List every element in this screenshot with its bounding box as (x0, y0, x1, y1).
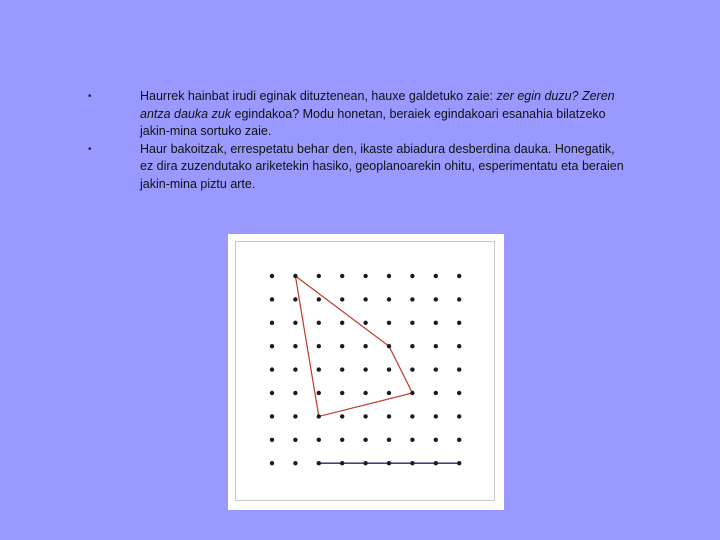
geoboard-peg (457, 297, 461, 301)
geoboard-peg (270, 344, 274, 348)
geoboard-peg (457, 461, 461, 465)
geoboard-peg (293, 297, 297, 301)
bullet-text-2 (140, 142, 624, 191)
geoboard-peg (317, 344, 321, 348)
geoboard-peg (457, 414, 461, 418)
geoboard-peg (363, 461, 367, 465)
geoboard-peg (410, 367, 414, 371)
geoboard-peg (340, 461, 344, 465)
geoboard-peg (270, 391, 274, 395)
geoboard-peg (340, 321, 344, 325)
geoboard-peg (363, 391, 367, 395)
geoboard-peg (340, 391, 344, 395)
geoboard-peg (410, 438, 414, 442)
geoboard-peg (457, 344, 461, 348)
geoboard-peg (293, 321, 297, 325)
geoboard-peg (387, 438, 391, 442)
geoboard-peg (457, 321, 461, 325)
geoboard-peg (410, 274, 414, 278)
geoboard-peg (434, 461, 438, 465)
geoboard-peg (340, 274, 344, 278)
bullet-list (88, 88, 628, 193)
geoboard-peg (434, 297, 438, 301)
geoboard-peg (340, 297, 344, 301)
geoboard-peg (434, 438, 438, 442)
geoboard-peg (293, 414, 297, 418)
geoboard-peg (363, 414, 367, 418)
geoboard-peg (387, 461, 391, 465)
geoboard-figure (228, 234, 504, 510)
bullet-marker: • (88, 143, 92, 155)
geoboard-peg (410, 321, 414, 325)
bullet-marker: • (88, 91, 92, 102)
geoboard-peg (387, 321, 391, 325)
geoboard-peg (434, 321, 438, 325)
geoboard-peg (457, 391, 461, 395)
geoboard-peg (434, 391, 438, 395)
geoboard-peg (363, 321, 367, 325)
geoboard-peg (363, 297, 367, 301)
geoboard-peg (340, 438, 344, 442)
bullet-item-2 (88, 141, 628, 194)
geoboard-peg (410, 414, 414, 418)
geoboard-peg (317, 367, 321, 371)
geoboard-polygon (295, 276, 412, 416)
geoboard-peg (457, 274, 461, 278)
geoboard-peg (317, 438, 321, 442)
geoboard-peg (270, 321, 274, 325)
geoboard-peg (293, 438, 297, 442)
geoboard-peg (270, 274, 274, 278)
bullet-text-run: egindakoa? Modu honetan, beraiek egindakoari esanahia bilatzeko jakin-mina sortuko zaie. (140, 106, 606, 138)
geoboard-peg (270, 461, 274, 465)
geoboard-peg (317, 297, 321, 301)
geoboard-peg (270, 414, 274, 418)
bullet-text-italic-run: zer egin duzu? Zeren antza dauka zuk (140, 89, 615, 121)
geoboard-peg (317, 274, 321, 278)
geoboard-peg (387, 391, 391, 395)
geoboard-peg (340, 414, 344, 418)
geoboard-peg (340, 344, 344, 348)
geoboard-peg (387, 297, 391, 301)
geoboard-peg (434, 344, 438, 348)
geoboard-peg (410, 297, 414, 301)
geoboard-peg (317, 414, 321, 418)
geoboard-peg (270, 438, 274, 442)
geoboard-drawing (228, 234, 504, 510)
geoboard-peg (387, 344, 391, 348)
geoboard-peg (387, 414, 391, 418)
geoboard-peg (363, 344, 367, 348)
geoboard-peg (387, 367, 391, 371)
geoboard-peg (410, 391, 414, 395)
geoboard-peg (293, 391, 297, 395)
geoboard-peg (434, 274, 438, 278)
bullet-text-run: Haurrek hainbat irudi eginak dituztenean, hauxe galdetuko zaie: (140, 89, 497, 103)
bullet-item-1 (88, 88, 628, 141)
geoboard-peg (434, 414, 438, 418)
geoboard-peg (293, 274, 297, 278)
geoboard-peg (293, 367, 297, 371)
geoboard-peg (363, 274, 367, 278)
geoboard-peg (410, 461, 414, 465)
geoboard-peg (293, 344, 297, 348)
geoboard-peg (363, 438, 367, 442)
geoboard-peg (363, 367, 367, 371)
geoboard-peg (457, 438, 461, 442)
geoboard-peg (270, 367, 274, 371)
geoboard-peg (317, 391, 321, 395)
geoboard-peg (270, 297, 274, 301)
geoboard-peg (293, 461, 297, 465)
geoboard-peg (387, 274, 391, 278)
geoboard-peg (410, 344, 414, 348)
geoboard-peg (317, 461, 321, 465)
bullet-text-run: Haur bakoitzak, errespetatu behar den, ikaste abiadura desberdina dauka. Honegatik, ez dira zuzendutako ariketekin hasiko, geoplanoarekin ohitu, esperimentatu eta beraien jakin-mina piztu arte. (140, 141, 624, 191)
geoboard-peg (434, 367, 438, 371)
bullet-text-1 (140, 89, 615, 138)
geoboard-peg (317, 321, 321, 325)
geoboard-peg (340, 367, 344, 371)
geoboard-peg (457, 367, 461, 371)
